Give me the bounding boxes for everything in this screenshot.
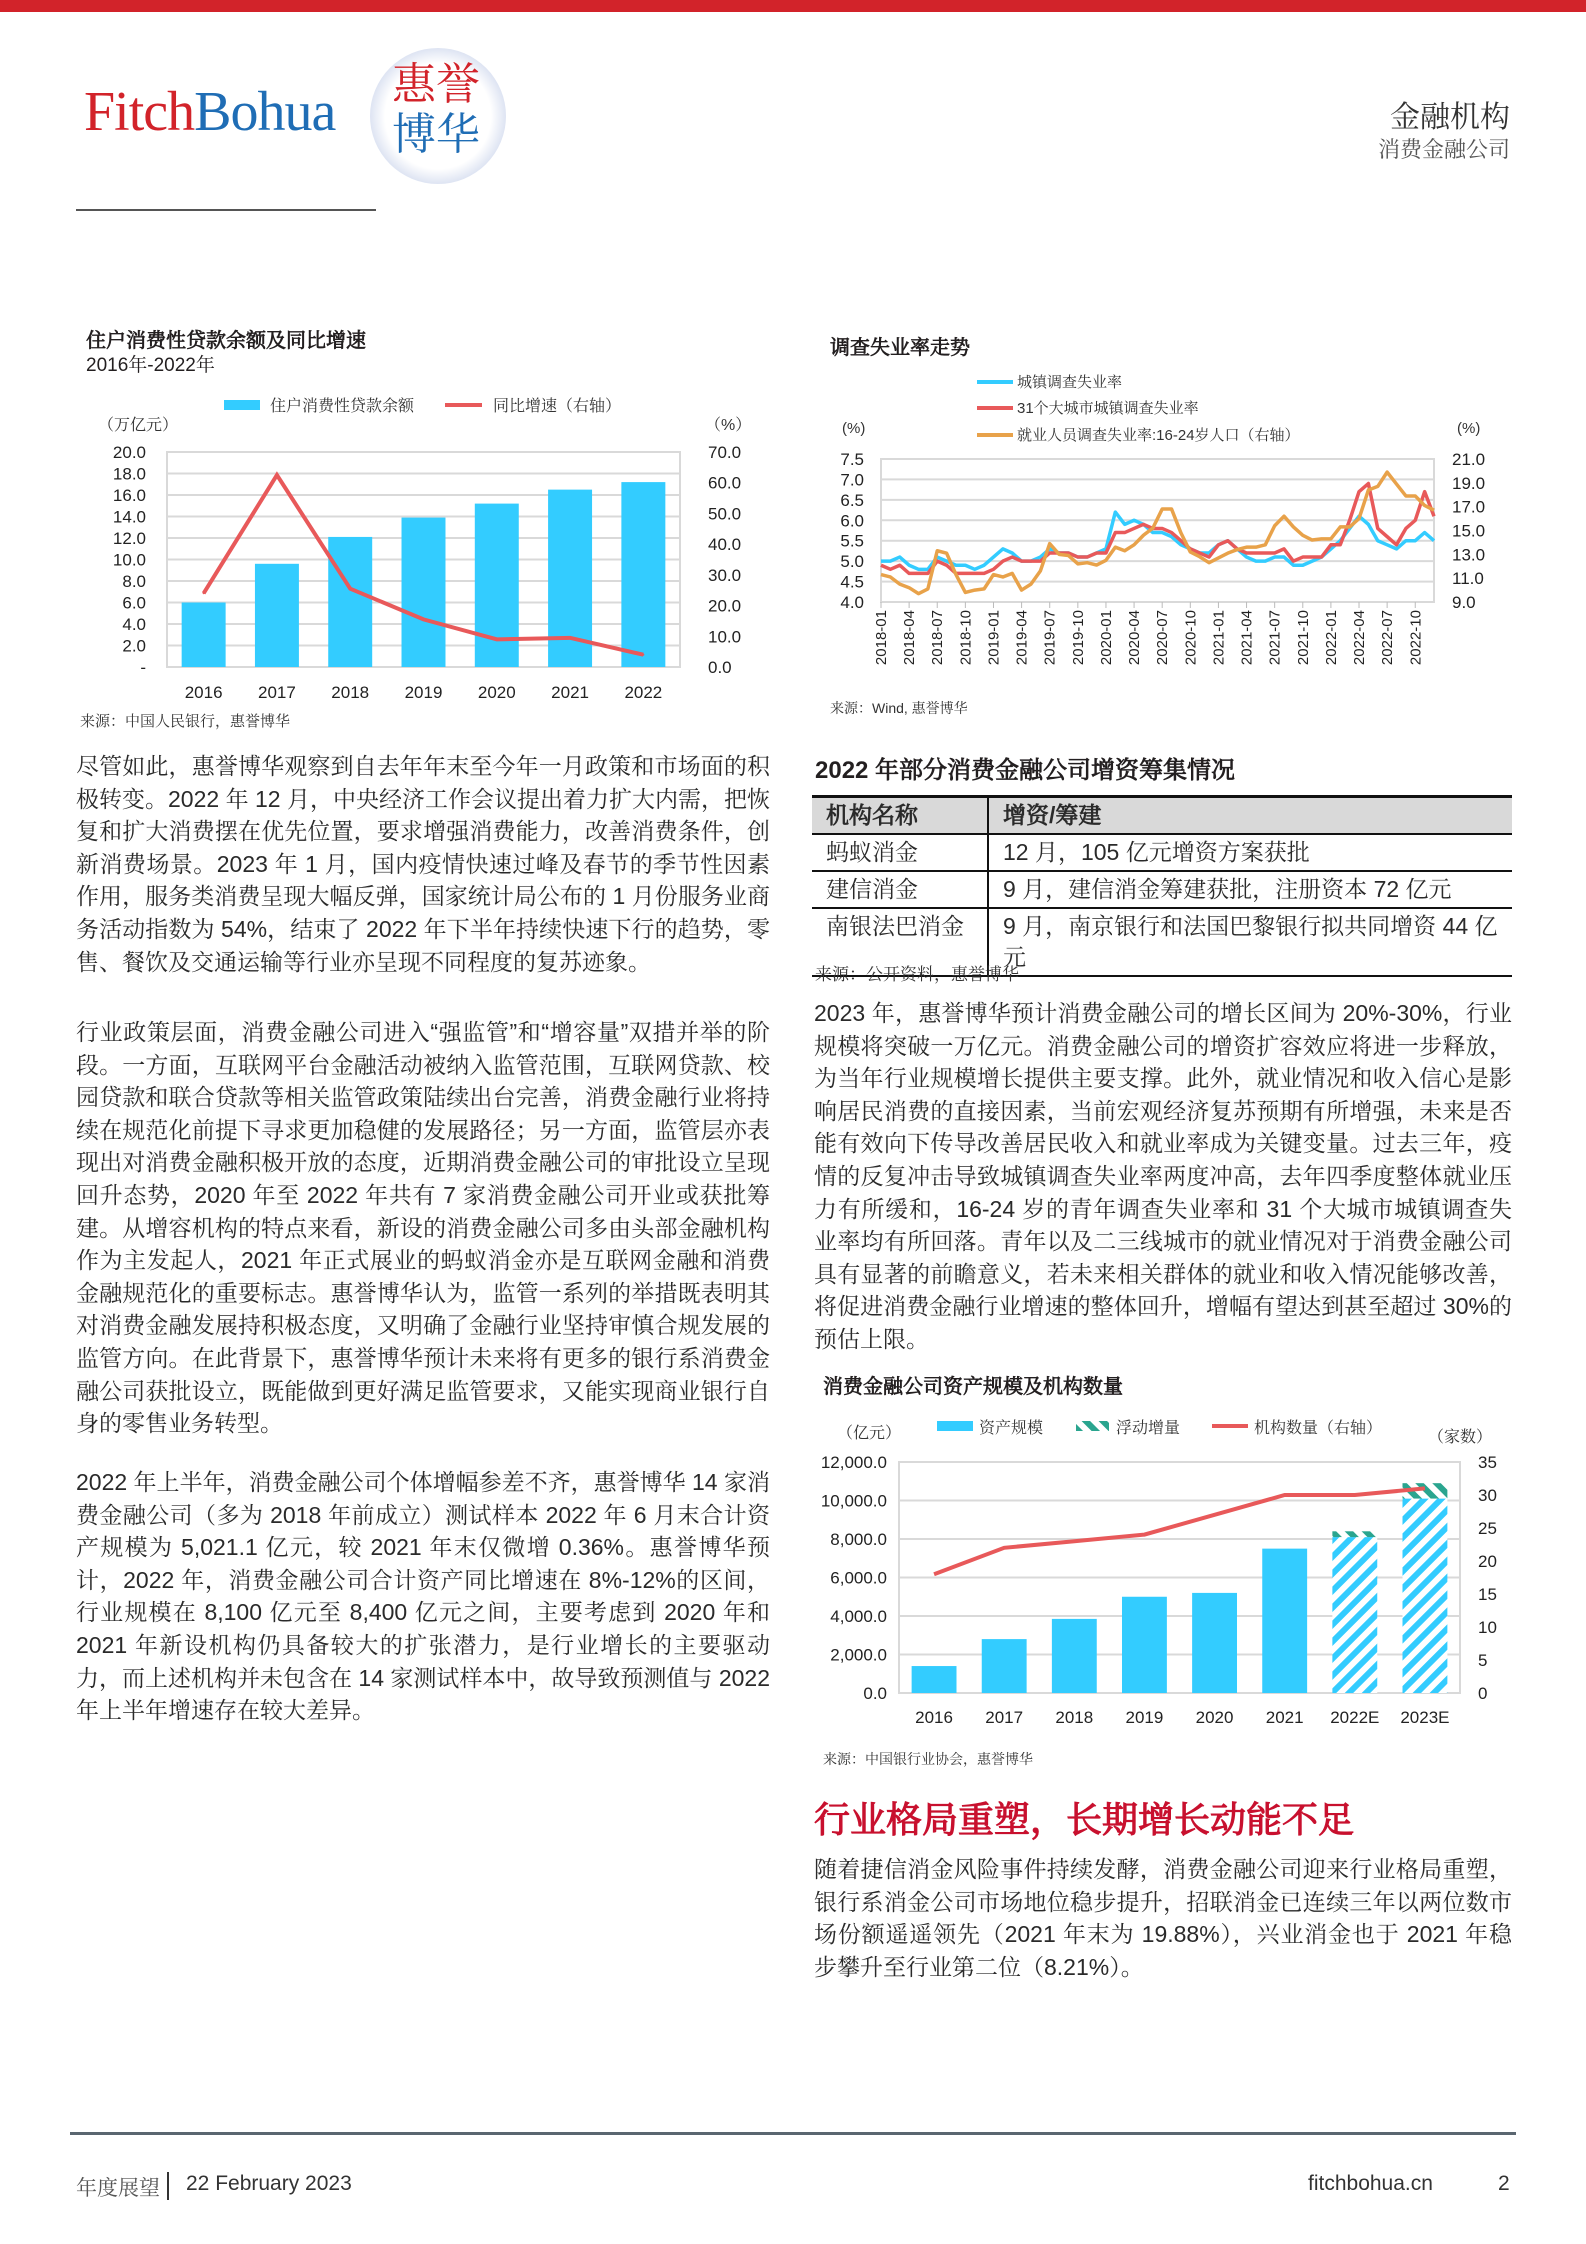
y2-tick-label: 0 bbox=[1478, 1684, 1488, 1703]
y-tick-label: 4.0 bbox=[122, 615, 146, 634]
x-tick-label: 2022 bbox=[624, 683, 663, 702]
cell-capital: 9 月，南京银行和法国巴黎银行拟共同增资 44 亿元 bbox=[988, 908, 1512, 976]
y2-tick-label: 17.0 bbox=[1452, 497, 1486, 517]
x-tick-label: 2018 bbox=[331, 683, 370, 702]
footer-site-link[interactable]: fitchbohua.cn bbox=[1308, 2172, 1433, 2195]
legend-label: 同比增速（右轴） bbox=[493, 398, 622, 415]
y2-tick-label: 10.0 bbox=[708, 627, 742, 647]
y2-tick-label: 30 bbox=[1478, 1486, 1497, 1505]
x-tick-label: 2018-10 bbox=[957, 610, 975, 666]
legend-label: 机构数量（右轴） bbox=[1254, 1420, 1383, 1437]
y2-tick-label: 15 bbox=[1478, 1585, 1497, 1604]
x-tick-label: 2020-04 bbox=[1126, 610, 1144, 666]
bar bbox=[912, 1666, 957, 1693]
y-tick-label: 6.5 bbox=[840, 490, 864, 510]
legend-label: 就业人员调查失业率:16-24岁人口（右轴） bbox=[1017, 427, 1300, 444]
x-tick-label: 2022-07 bbox=[1379, 610, 1397, 666]
y2-tick-label: 21.0 bbox=[1452, 450, 1486, 469]
y-tick-label: 8,000.0 bbox=[830, 1530, 887, 1549]
footer-doc-type: 年度展望 bbox=[76, 2177, 160, 2200]
x-tick-label: 2020 bbox=[477, 683, 516, 702]
x-tick-label: 2019-07 bbox=[1041, 610, 1059, 666]
chart2-source: 来源：Wind, 惠誉博华 bbox=[830, 700, 968, 716]
estimated-bar bbox=[1332, 1537, 1377, 1693]
y-tick-label: 8.0 bbox=[122, 572, 146, 591]
y-tick-label: - bbox=[140, 658, 146, 677]
y-axis-unit: (%) bbox=[842, 420, 866, 437]
chart1-subtitle: 2016年-2022年 bbox=[86, 355, 215, 376]
estimated-bar bbox=[1402, 1499, 1447, 1693]
y2-tick-label: 20 bbox=[1478, 1552, 1497, 1571]
legend-bar-swatch bbox=[937, 1421, 973, 1431]
bar bbox=[1122, 1597, 1167, 1693]
y-tick-label: 12.0 bbox=[112, 529, 146, 548]
y2-axis-unit: (%) bbox=[1457, 420, 1481, 437]
x-tick-label: 2022-01 bbox=[1322, 610, 1340, 666]
y-tick-label: 5.5 bbox=[840, 531, 864, 551]
chart1-source: 来源：中国人民银行，惠誉博华 bbox=[80, 713, 291, 730]
paragraph-h1-2022: 2022 年上半年，消费金融公司个体增幅参差不齐，惠誉博华 14 家消费金融公司（多为 2018 年前成立）测试样本 2022 年 6 月末合计资产规模为 5,021.1 亿元，较 2021 年末仅微增 0.36%。惠誉博华预计，2022 年，消费金融公司合计资产同比增速在 8%-12%的区间，行业规模在 8,100 亿元至 8,400 亿元之间，主要考虑到 2020 年和 2021 年新设机构仍具备较大的扩张潜力，是行业增长的主要驱动力，而上述机构并未包含在 14 家测试样本中，故导致预测值与 2022 年上半年增速存在较大差异。 bbox=[76, 1469, 770, 1724]
x-tick-label: 2018-04 bbox=[901, 610, 919, 666]
y-axis-unit: （亿元） bbox=[837, 1425, 902, 1442]
y2-tick-label: 40.0 bbox=[708, 535, 742, 555]
x-tick-label: 2020-07 bbox=[1154, 610, 1172, 666]
x-tick-label: 2017 bbox=[258, 683, 296, 702]
paragraph-regulation: 行业政策层面，消费金融公司进入“强监管”和“增容量”双措并举的阶段。一方面，互联网平台金融活动被纳入监管范围，互联网贷款、校园贷款和联合贷款等相关监管政策陆续出台完善，消费金融行业将持续在规范化前提下寻求更加稳健的发展路径；另一方面，监管层亦表现出对消费金融积极开放的态度，近期消费金融公司的审批设立呈现回升态势，2020 年至 2022 年共有 7 家消费金融公司开业或获批筹建。从增容机构的特点来看，新设的消费金融公司多由头部金融机构作为主发起人，2021 年正式展业的蚂蚁消金亦是互联网金融和消费金融规范化的重要标志。惠誉博华认为，监管一系列的举措既表明其对消费金融发展持积极态度，又明确了金融行业坚持审慎合规发展的监管方向。在此背景下，惠誉博华预计未来将有更多的银行系消费金融公司获批设立，既能做到更好满足监管要求，又能实现商业银行自身的零售业务转型。 bbox=[76, 1019, 770, 1437]
y2-tick-label: 13.0 bbox=[1452, 545, 1486, 565]
col-header-capital: 增资/筹建 bbox=[988, 797, 1512, 835]
x-tick-label: 2020-10 bbox=[1182, 610, 1200, 666]
legend-label: 住户消费性贷款余额 bbox=[270, 398, 415, 415]
y2-tick-label: 60.0 bbox=[708, 473, 742, 493]
bar bbox=[982, 1639, 1027, 1693]
y2-tick-label: 20.0 bbox=[708, 596, 742, 616]
y2-tick-label: 25 bbox=[1478, 1519, 1497, 1538]
x-tick-label: 2021-10 bbox=[1294, 610, 1312, 666]
y-tick-label: 4,000.0 bbox=[830, 1607, 887, 1626]
y-tick-label: 6,000.0 bbox=[830, 1568, 887, 1588]
x-tick-label: 2019 bbox=[404, 683, 443, 702]
logo-seal: 惠誉 博华 bbox=[370, 48, 506, 184]
x-tick-label: 2019-01 bbox=[985, 610, 1003, 666]
x-tick-label: 2016 bbox=[915, 1708, 953, 1727]
y-tick-label: 18.0 bbox=[112, 464, 146, 484]
x-tick-label: 2017 bbox=[985, 1708, 1024, 1727]
x-tick-label: 2023E bbox=[1400, 1708, 1450, 1727]
y-tick-label: 2,000.0 bbox=[830, 1645, 887, 1665]
y2-tick-label: 70.0 bbox=[708, 443, 742, 462]
y2-tick-label: 50.0 bbox=[708, 504, 742, 524]
x-tick-label: 2021-04 bbox=[1238, 610, 1256, 666]
y-tick-label: 0.0 bbox=[863, 1684, 887, 1703]
y2-tick-label: 10 bbox=[1478, 1618, 1497, 1637]
table-title: 2022 年部分消费金融公司增资筹集情况 bbox=[815, 757, 1236, 784]
table-source: 来源：公开资料，惠誉博华 bbox=[815, 965, 1019, 984]
footer-separator bbox=[167, 2172, 169, 2200]
chart3-source: 来源：中国银行业协会，惠誉博华 bbox=[823, 1751, 1033, 1767]
y-tick-label: 10.0 bbox=[112, 550, 146, 570]
x-tick-label: 2022-04 bbox=[1351, 610, 1369, 666]
y-tick-label: 6.0 bbox=[122, 593, 146, 613]
x-tick-label: 2016 bbox=[184, 683, 223, 702]
x-tick-label: 2020-01 bbox=[1097, 610, 1115, 666]
y-tick-label: 14.0 bbox=[112, 507, 146, 527]
legend-label: 资产规模 bbox=[979, 1420, 1044, 1437]
x-tick-label: 2019-10 bbox=[1069, 610, 1087, 666]
x-tick-label: 2019-04 bbox=[1013, 610, 1031, 666]
header-subcategory: 消费金融公司 bbox=[1377, 137, 1510, 162]
x-tick-label: 2021 bbox=[551, 683, 589, 702]
x-tick-label: 2021-01 bbox=[1210, 610, 1228, 666]
x-tick-label: 2022-10 bbox=[1407, 610, 1425, 666]
y2-axis-unit: （家数） bbox=[1428, 1429, 1493, 1446]
bar bbox=[1192, 1593, 1237, 1693]
y2-tick-label: 0.0 bbox=[708, 658, 732, 677]
x-tick-label: 2020 bbox=[1195, 1708, 1234, 1727]
x-tick-label: 2021 bbox=[1265, 1708, 1304, 1727]
x-tick-label: 2018-07 bbox=[929, 610, 947, 666]
y-tick-label: 4.5 bbox=[840, 572, 864, 592]
y2-tick-label: 5 bbox=[1478, 1651, 1488, 1670]
legend-label: 城镇调查失业率 bbox=[1017, 374, 1123, 391]
y-tick-label: 4.0 bbox=[840, 593, 864, 612]
cell-name: 蚂蚁消金 bbox=[812, 834, 988, 871]
chart2-title: 调查失业率走势 bbox=[830, 337, 970, 359]
x-tick-label: 2021-07 bbox=[1266, 610, 1284, 666]
y-tick-label: 7.0 bbox=[840, 470, 864, 490]
x-tick-label: 2018 bbox=[1055, 1708, 1094, 1727]
cell-capital: 12 月，105 亿元增资方案获批 bbox=[988, 834, 1512, 871]
y2-tick-label: 30.0 bbox=[708, 565, 742, 585]
y-tick-label: 2.0 bbox=[122, 636, 146, 656]
footer-date: 22 February 2023 bbox=[186, 2172, 352, 2195]
fitchbohua-logo: FitchBohua bbox=[84, 81, 336, 143]
float-increment-bar bbox=[1332, 1531, 1377, 1537]
y2-tick-label: 11.0 bbox=[1452, 569, 1484, 589]
paragraph-policy-shift: 尽管如此，惠誉博华观察到自去年年末至今年一月政策和市场面的积极转变。2022 年 12 月，中央经济工作会议提出着力扩大内需，把恢复和扩大消费摆在优先位置，要求增强消费能力，改善消费条件，创新消费场景。2023 年 1 月，国内疫情快速过峰及春节的季节性因素作用，服务类消费呈现大幅反弹，国家统计局公布的 1 月份服务业商务活动指数为 54%，结束了 2022 年下半年持续快速下行的趋势，零售、餐饮及交通运输等行业亦呈现不同程度的复苏迹象。 bbox=[76, 753, 770, 975]
y-tick-label: 12,000.0 bbox=[820, 1453, 887, 1472]
y-tick-label: 16.0 bbox=[112, 486, 146, 505]
x-tick-label: 2022E bbox=[1330, 1708, 1380, 1727]
section-heading: 行业格局重塑，长期增长动能不足 bbox=[814, 1799, 1355, 1840]
legend-label: 31个大城市城镇调查失业率 bbox=[1017, 400, 1199, 417]
bar bbox=[1052, 1619, 1097, 1693]
x-tick-label: 2019 bbox=[1125, 1708, 1164, 1727]
y-tick-label: 20.0 bbox=[112, 443, 146, 462]
cell-name: 南银法巴消金 bbox=[812, 908, 988, 976]
chart1-title: 住户消费性贷款余额及同比增速 bbox=[86, 330, 366, 352]
y2-tick-label: 15.0 bbox=[1452, 521, 1486, 541]
cell-capital: 9 月，建信消金筹建获批，注册资本 72 亿元 bbox=[988, 871, 1512, 908]
paragraph-industry-structure: 随着捷信消金风险事件持续发酵，消费金融公司迎来行业格局重塑，银行系消金公司市场地位稳步提升，招联消金已连续三年以两位数市场份额遥遥领先（2021 年末为 19.88%），兴业消金也于 2021 年稳步攀升至行业第二位（8.21%）。 bbox=[814, 1856, 1512, 1980]
bar bbox=[1262, 1549, 1307, 1693]
y-axis-unit: （万亿元） bbox=[98, 417, 179, 434]
paragraph-2023-outlook: 2023 年，惠誉博华预计消费金融公司的增长区间为 20%-30%，行业规模将突破一万亿元。消费金融公司的增资扩容效应将进一步释放，为当年行业规模增长提供主要支撑。此外，就业情况和收入信心是影响居民消费的直接因素，当前宏观经济复苏预期有所增强，未来是否能有效向下传导改善居民收入和就业率成为关键变量。过去三年，疫情的反复冲击导致城镇调查失业率两度冲高，去年四季度整体就业压力有所缓和，16-24 岁的青年调查失业率和 31 个大城市城镇调查失业率均有所回落。青年以及二三线城市的就业情况对于消费金融公司具有显著的前瞻意义，若未来相关群体的就业和收入情况能够改善，将促进消费金融行业增速的整体回升，增幅有望达到甚至超过 30%的预估上限。 bbox=[814, 1000, 1512, 1352]
x-tick-label: 2018-01 bbox=[873, 610, 890, 666]
legend-hatch-swatch bbox=[1076, 1421, 1109, 1431]
y-tick-label: 6.0 bbox=[840, 511, 864, 531]
y2-tick-label: 19.0 bbox=[1452, 473, 1486, 493]
footer-page-number: 2 bbox=[1498, 2172, 1510, 2195]
y2-tick-label: 35 bbox=[1478, 1453, 1497, 1472]
y-tick-label: 5.0 bbox=[840, 552, 864, 572]
cell-name: 建信消金 bbox=[812, 871, 988, 908]
y2-axis-unit: （%） bbox=[705, 417, 752, 434]
col-header-name: 机构名称 bbox=[812, 797, 988, 835]
header-category: 金融机构 bbox=[1390, 101, 1510, 134]
chart3-title: 消费金融公司资产规模及机构数量 bbox=[823, 1376, 1123, 1398]
legend-label: 浮动增量 bbox=[1116, 1420, 1181, 1437]
y-tick-label: 10,000.0 bbox=[820, 1491, 887, 1511]
footer-divider bbox=[70, 2132, 1516, 2135]
y-tick-label: 7.5 bbox=[840, 450, 864, 469]
y2-tick-label: 9.0 bbox=[1452, 593, 1476, 612]
